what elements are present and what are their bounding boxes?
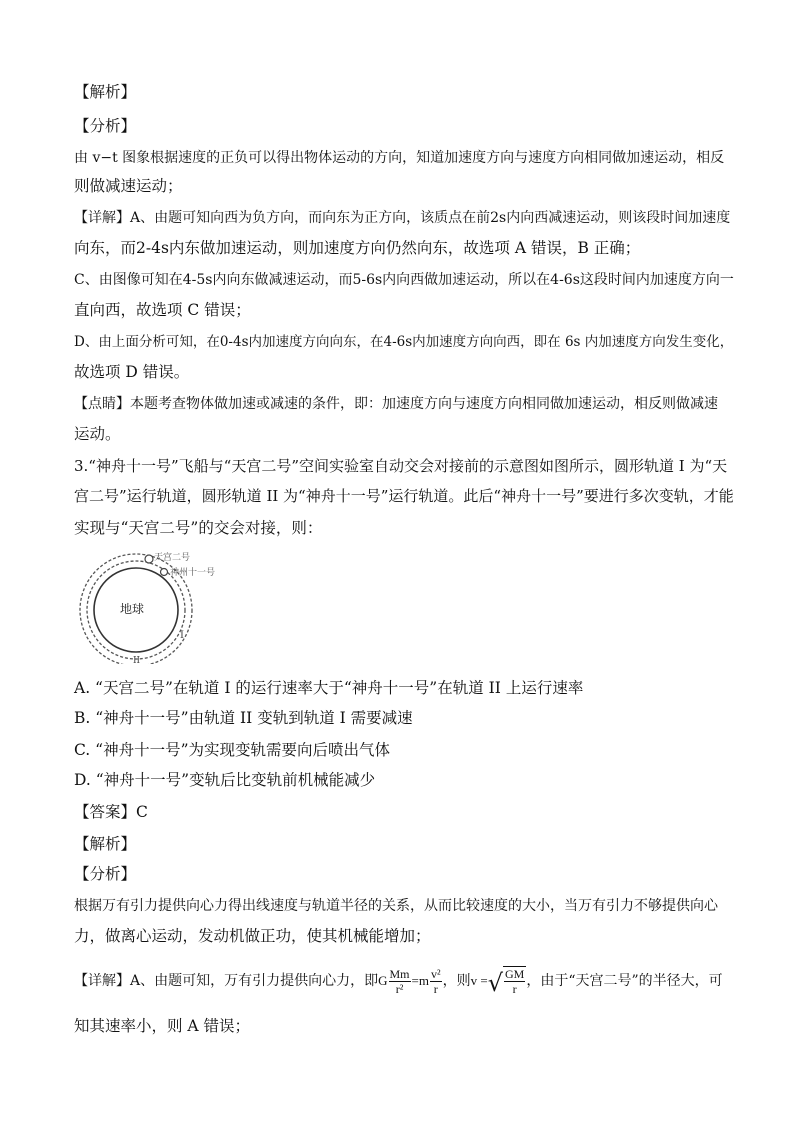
detail-then: ，则 xyxy=(442,973,471,989)
option-b: B. “神舟十一号”由轨道 II 变轨到轨道 I 需要减速 xyxy=(74,709,413,727)
paragraph-line: 运动。 xyxy=(74,425,121,443)
label-tiangong: 天宫二号 xyxy=(154,553,191,563)
paragraph-line: 力，做离心运动，发动机做正功，使其机械能增加； xyxy=(74,927,431,945)
paragraph-line: 根据万有引力提供向心力得出线速度与轨道半径的关系，从而比较速度的大小，当万有引力不够提供向心 xyxy=(74,898,718,914)
sqrt-gm-r: √ $\frac{GM}{r}$ xyxy=(487,967,525,997)
section-heading-fenxi-2: 【分析】 xyxy=(74,865,137,883)
paragraph-line: 【点睛】本题考查物体做加速或减速的条件，即：加速度方向与速度方向相同做加速运动，相反则做减速 xyxy=(74,396,718,412)
fraction-v2-r: $\frac{\text{v²}}{r}$ xyxy=(430,966,441,996)
option-a: A. “天宫二号”在轨道 I 的运行速率大于“神舟十一号”在轨道 II 上运行速率 xyxy=(74,679,584,697)
formula-equals: = xyxy=(411,973,419,988)
option-d: D. “神舟十一号”变轨后比变轨前机械能减少 xyxy=(74,771,376,789)
label-orbit-ii: II xyxy=(133,656,141,664)
orbit-diagram xyxy=(74,552,244,664)
answer-line: 【答案】C xyxy=(74,803,148,821)
formula-m: m xyxy=(418,973,429,988)
paragraph-line: 故选项 D 错误。 xyxy=(74,363,190,381)
section-heading-analysis: 【解析】 xyxy=(74,83,137,101)
paragraph-line: 【详解】A、由题可知向西为负方向，而向东为正方向，该质点在前2s内向西减速运动，则该段时间加速度 xyxy=(74,210,731,226)
shenzhou-marker xyxy=(161,569,168,576)
label-shenzhou: 神州十一号 xyxy=(170,568,216,578)
question-line: 宫二号”运行轨道，圆形轨道 II 为“神舟十一号”运行轨道。此后“神舟十一号”要进行多次变轨，才能 xyxy=(74,487,734,505)
paragraph-line: 向东，而2-4s内东做加速运动，则加速度方向仍然向东，故选项 A 错误，B 正确； xyxy=(74,239,641,257)
detail-suffix: ，由于“天宫二号”的半径大，可 xyxy=(526,973,723,989)
section-heading-analysis-2: 【解析】 xyxy=(74,835,137,853)
detail-formula-line xyxy=(74,966,734,996)
question-line: 3.“神舟十一号”飞船与“天宫二号”空间实验室自动交会对接前的示意图如图所示，圆形轨道 I 为“天 xyxy=(74,457,728,475)
detail-prefix: 【详解】A、由题可知，万有引力提供向心力，即 xyxy=(74,973,379,989)
paragraph-line: 由 v−t 图象根据速度的正负可以得出物体运动的方向，知道加速度方向与速度方向相同做加速运动，相反 xyxy=(74,150,725,166)
paragraph-line: 直向西，故选项 C 错误； xyxy=(74,301,251,319)
label-orbit-i: I xyxy=(180,630,184,641)
paragraph-line: 则做减速运动； xyxy=(74,177,183,195)
paragraph-line: C、由图像可知在4-5s内向东做减速运动，而5-6s内向西做加速运动，所以在4-6s这段时间内加速度方向一 xyxy=(74,272,734,288)
question-line: 实现与“天宫二号”的交会对接，则： xyxy=(74,519,323,537)
formula-g: G xyxy=(378,973,388,988)
section-heading-fenxi: 【分析】 xyxy=(74,117,137,135)
tiangong-marker xyxy=(145,555,153,563)
fraction-mm-r2: $\frac{Mm}{\text{r²}}$ xyxy=(389,966,410,996)
option-c: C. “神舟十一号”为实现变轨需要向后喷出气体 xyxy=(74,741,391,759)
paragraph-line: D、由上面分析可知，在0-4s内加速度方向向东，在4-6s内加速度方向向西，即在 6s 内加速度方向发生变化， xyxy=(74,334,734,350)
label-earth: 地球 xyxy=(120,602,145,616)
paragraph-line: 知其速率小，则 A 错误； xyxy=(74,1017,251,1035)
formula-v: v = xyxy=(470,973,488,988)
